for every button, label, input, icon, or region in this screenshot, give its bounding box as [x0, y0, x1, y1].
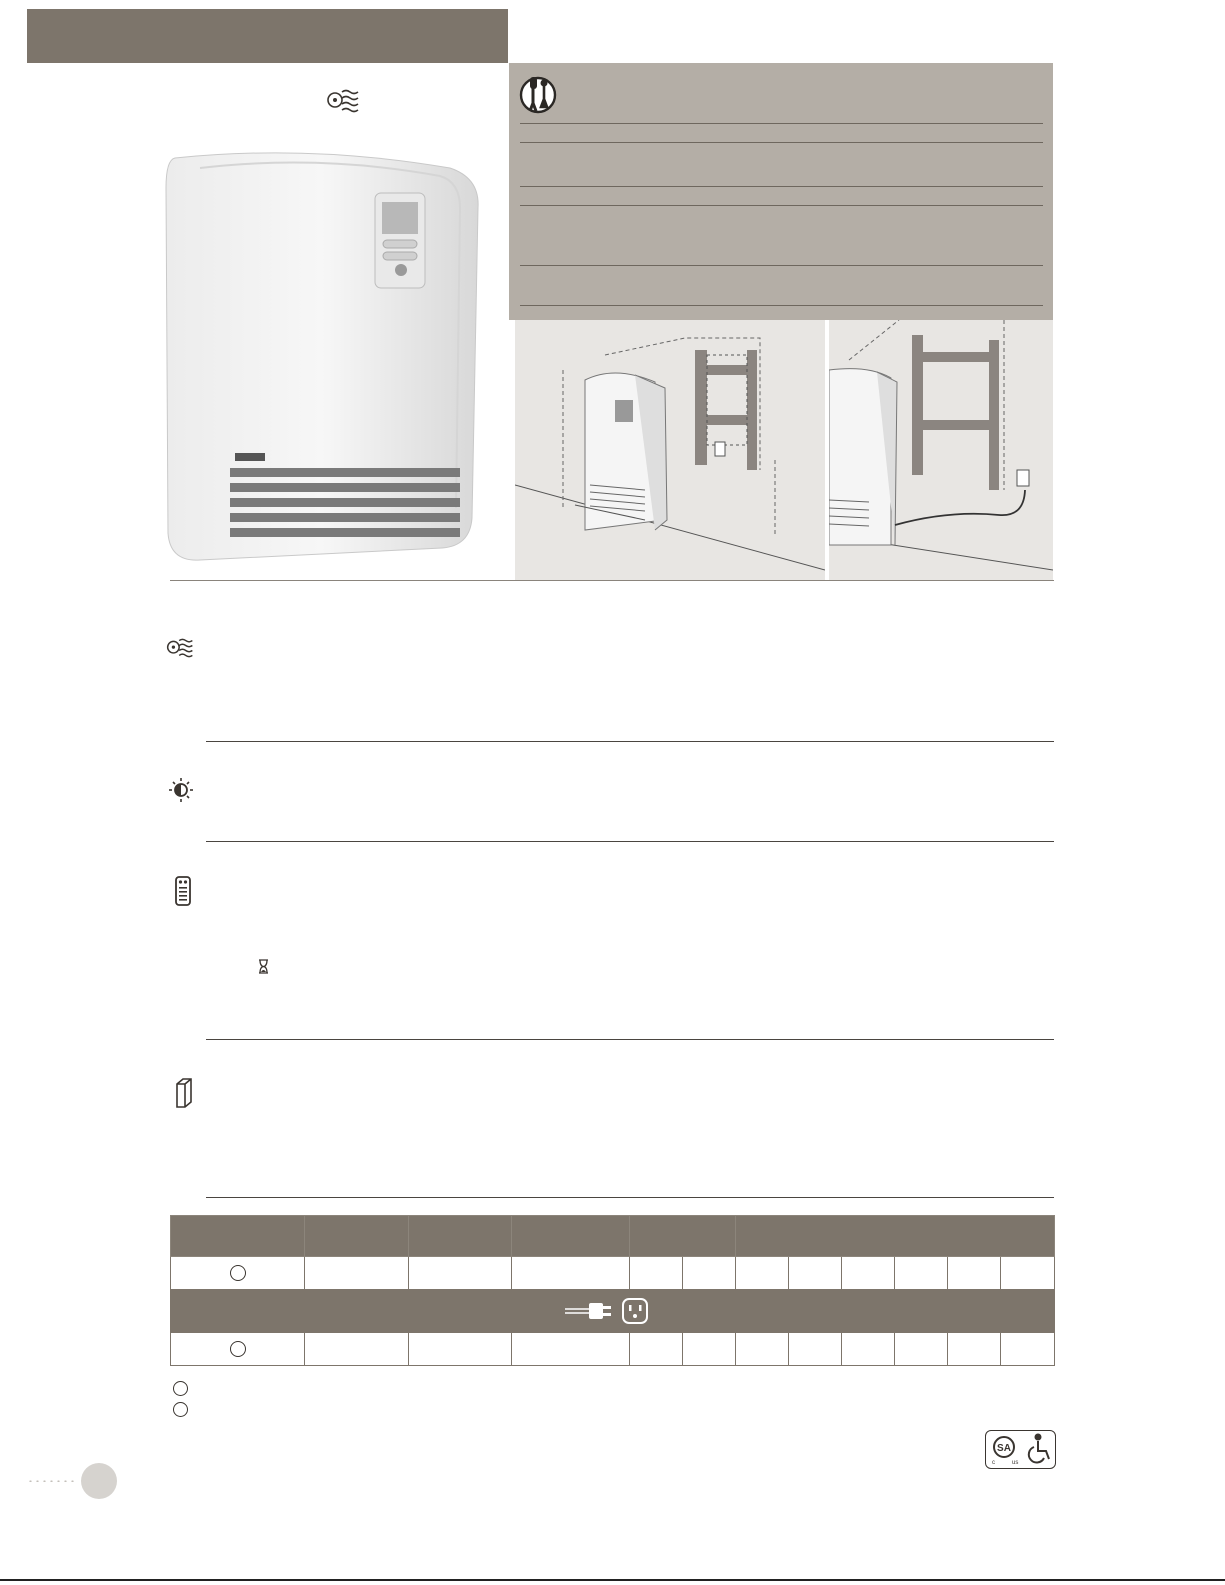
- table-cell: [409, 1257, 512, 1290]
- recessed-box-icon: [175, 1078, 193, 1108]
- page-number-badge: [81, 1463, 117, 1499]
- csa-mark-icon: [992, 1437, 1018, 1466]
- table-cell: [789, 1333, 842, 1366]
- spec-table: [170, 1215, 1055, 1366]
- remote-control-icon: [175, 876, 191, 906]
- table-header-cell: [305, 1216, 409, 1257]
- svg-text:us: us: [1012, 1460, 1019, 1466]
- table-cell: [842, 1257, 895, 1290]
- panel-rule: [520, 265, 1043, 266]
- footnote-marker-icon: [173, 1402, 188, 1417]
- mounting-diagram-drawing: [515, 320, 825, 580]
- table-cell: [736, 1257, 789, 1290]
- svg-text:SA: SA: [997, 1443, 1011, 1454]
- table-row: [171, 1257, 1055, 1290]
- table-header-cell: [409, 1216, 512, 1257]
- title-bar: [27, 9, 508, 63]
- feature-divider: [206, 1197, 1054, 1198]
- fan-icon: [326, 88, 360, 114]
- panel-rule: [520, 205, 1043, 206]
- mounting-diagram: [515, 320, 825, 580]
- table-cell: [512, 1333, 630, 1366]
- table-cell: [1001, 1333, 1055, 1366]
- table-header-cell: [512, 1216, 630, 1257]
- hourglass-icon: [258, 959, 269, 974]
- plug-icon: [565, 1303, 611, 1319]
- panel-rule: [520, 186, 1043, 187]
- feature-divider: [206, 1039, 1054, 1040]
- installation-panel: [509, 63, 1053, 320]
- table-header-row: [171, 1216, 1055, 1257]
- table-cell: [842, 1333, 895, 1366]
- heater-photo: [160, 148, 485, 566]
- wall-outlet-icon: [623, 1299, 647, 1323]
- page-dots: [27, 1480, 77, 1482]
- table-cell: [789, 1257, 842, 1290]
- table-header-cell: [736, 1216, 1055, 1257]
- table-cell: [409, 1333, 512, 1366]
- table-cell: [736, 1333, 789, 1366]
- table-cell: [171, 1257, 305, 1290]
- plugin-diagram: [829, 320, 1053, 580]
- table-cell: [630, 1257, 683, 1290]
- note-marker-icon: [230, 1341, 246, 1357]
- panel-rule: [520, 305, 1043, 306]
- sun-moon-icon: [168, 777, 194, 803]
- wheelchair-accessible-icon: [1029, 1435, 1049, 1463]
- bottom-rule: [0, 1579, 1225, 1581]
- table-header-cell: [630, 1216, 736, 1257]
- table-header-cell: [171, 1216, 305, 1257]
- table-row: [171, 1333, 1055, 1366]
- table-cell: [171, 1333, 305, 1366]
- fan-icon: [166, 637, 194, 659]
- plugin-band-row: [171, 1290, 1055, 1333]
- feature-divider: [206, 841, 1054, 842]
- tools-icon: [519, 73, 559, 121]
- table-cell: [305, 1333, 409, 1366]
- plug-outlet-icons: [563, 1296, 663, 1326]
- table-cell: [895, 1333, 948, 1366]
- table-cell: [948, 1257, 1001, 1290]
- table-cell: [683, 1257, 736, 1290]
- table-cell: [630, 1333, 683, 1366]
- plugin-diagram-drawing: [829, 320, 1053, 580]
- panel-rule: [520, 142, 1043, 143]
- section-divider: [170, 580, 1054, 581]
- panel-rule: [520, 123, 1043, 124]
- svg-text:c: c: [992, 1460, 995, 1466]
- table-cell: [512, 1257, 630, 1290]
- footnote-marker-icon: [173, 1381, 188, 1396]
- note-marker-icon: [230, 1265, 246, 1281]
- feature-divider: [206, 741, 1054, 742]
- table-cell: [1001, 1257, 1055, 1290]
- table-cell: [305, 1257, 409, 1290]
- table-cell: [895, 1257, 948, 1290]
- table-cell: [948, 1333, 1001, 1366]
- plugin-band: [171, 1290, 1055, 1333]
- certification-logos: [986, 1431, 1055, 1468]
- certification-box: [985, 1430, 1056, 1469]
- table-cell: [683, 1333, 736, 1366]
